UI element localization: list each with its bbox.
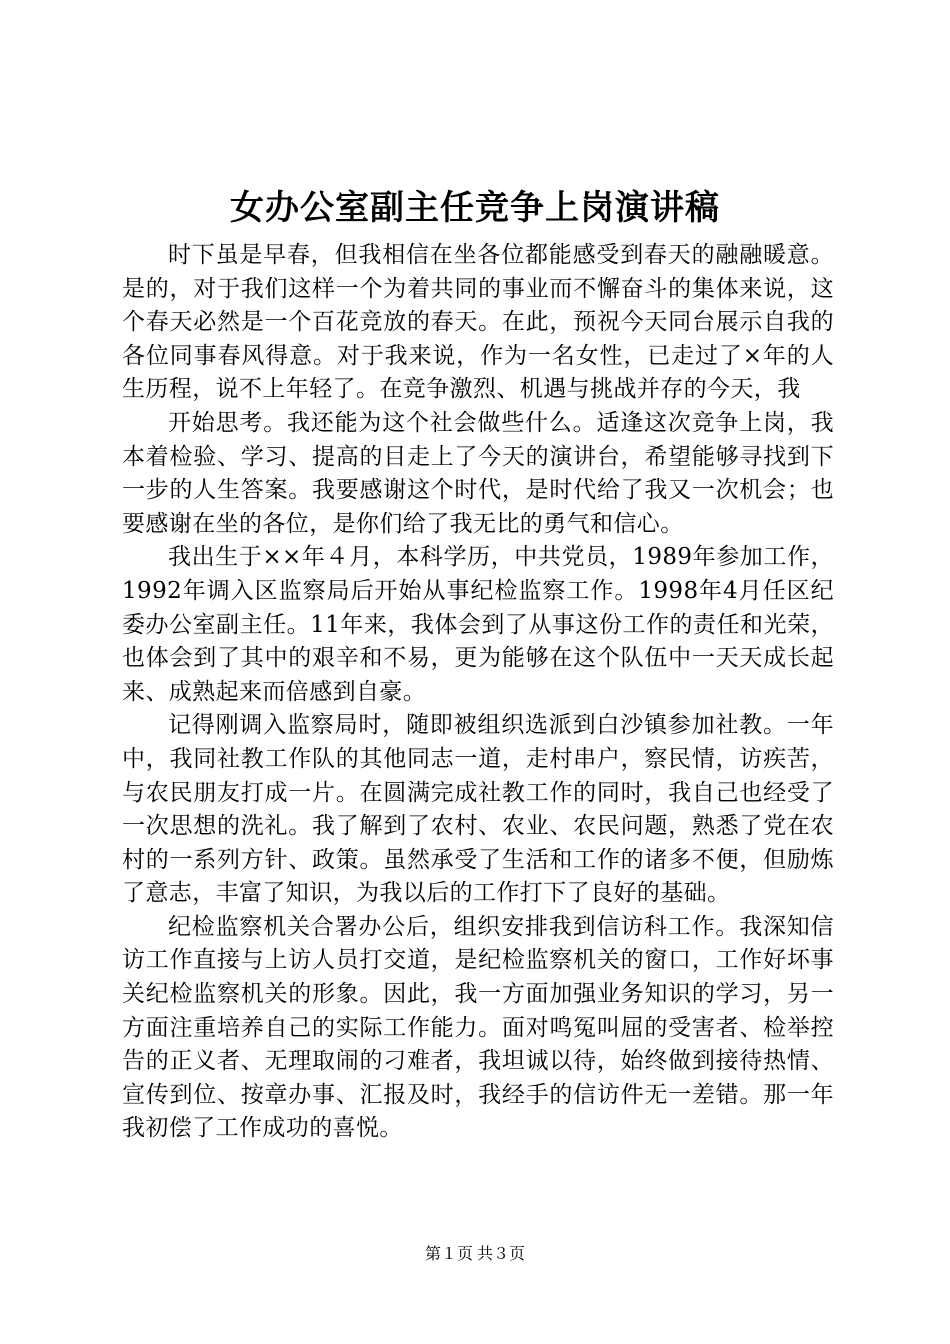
paragraph-3: 我出生于××年４月，本科学历，中共党员，1989年参加工作，1992年调入区监察局后开始从事纪检监察工作。1998年4月任区纪委办公室副主任。11年来，我体会到了从事这份工作的责任和光荣，也体会到了其中的艰辛和不易，更为能够在这个队伍中一天天成长起来、成熟起来而倍感到自豪。 [122, 544, 834, 705]
page-number-footer: 第１页 共３页 [424, 1246, 525, 1263]
paragraph-4: 记得刚调入监察局时，随即被组织选派到白沙镇参加社教。一年中，我同社教工作队的其他同志一道，走村串户，察民情，访疾苦，与农民朋友打成一片。在圆满完成社教工作的同时，我自己也经受了一次思想的洗礼。我了解到了农村、农业、农民问题，熟悉了党在农村的一系列方针、政策。虽然承受了生活和工作的诸多不便，但励炼了意志，丰富了知识，为我以后的工作打下了良好的基础。 [122, 712, 834, 907]
paragraph-1: 时下虽是早春，但我相信在坐各位都能感受到春天的融融暖意。是的，对于我们这样一个为着共同的事业而不懈奋斗的集体来说，这个春天必然是一个百花竞放的春天。在此，预祝今天同台展示自我的各位同事春风得意。对于我来说，作为一名女性，已走过了×年的人生历程，说不上年轻了。在竞争激烈、机遇与挑战并存的今天，我 [122, 242, 834, 403]
document-title: 女办公室副主任竞争上岗演讲稿 [230, 188, 720, 228]
paragraph-5: 纪检监察机关合署办公后，组织安排我到信访科工作。我深知信访工作直接与上访人员打交道，是纪检监察机关的窗口，工作好坏事关纪检监察机关的形象。因此，我一方面加强业务知识的学习，另一方面注重培养自己的实际工作能力。面对鸣冤叫屈的受害者、检举控告的正义者、无理取闹的刁难者，我坦诚以待，始终做到接待热情、宣传到位、按章办事、汇报及时，我经手的信访件无一差错。那一年我初偿了工作成功的喜悦。 [122, 913, 834, 1142]
document-body [122, 239, 834, 1146]
paragraph-2: 开始思考。我还能为这个社会做些什么。适逢这次竞争上岗，我本着检验、学习、提高的目走上了今天的演讲台，希望能够寻找到下一步的人生答案。我要感谢这个时代，是时代给了我又一次机会；也要感谢在坐的各位，是你们给了我无比的勇气和信心。 [122, 409, 834, 537]
